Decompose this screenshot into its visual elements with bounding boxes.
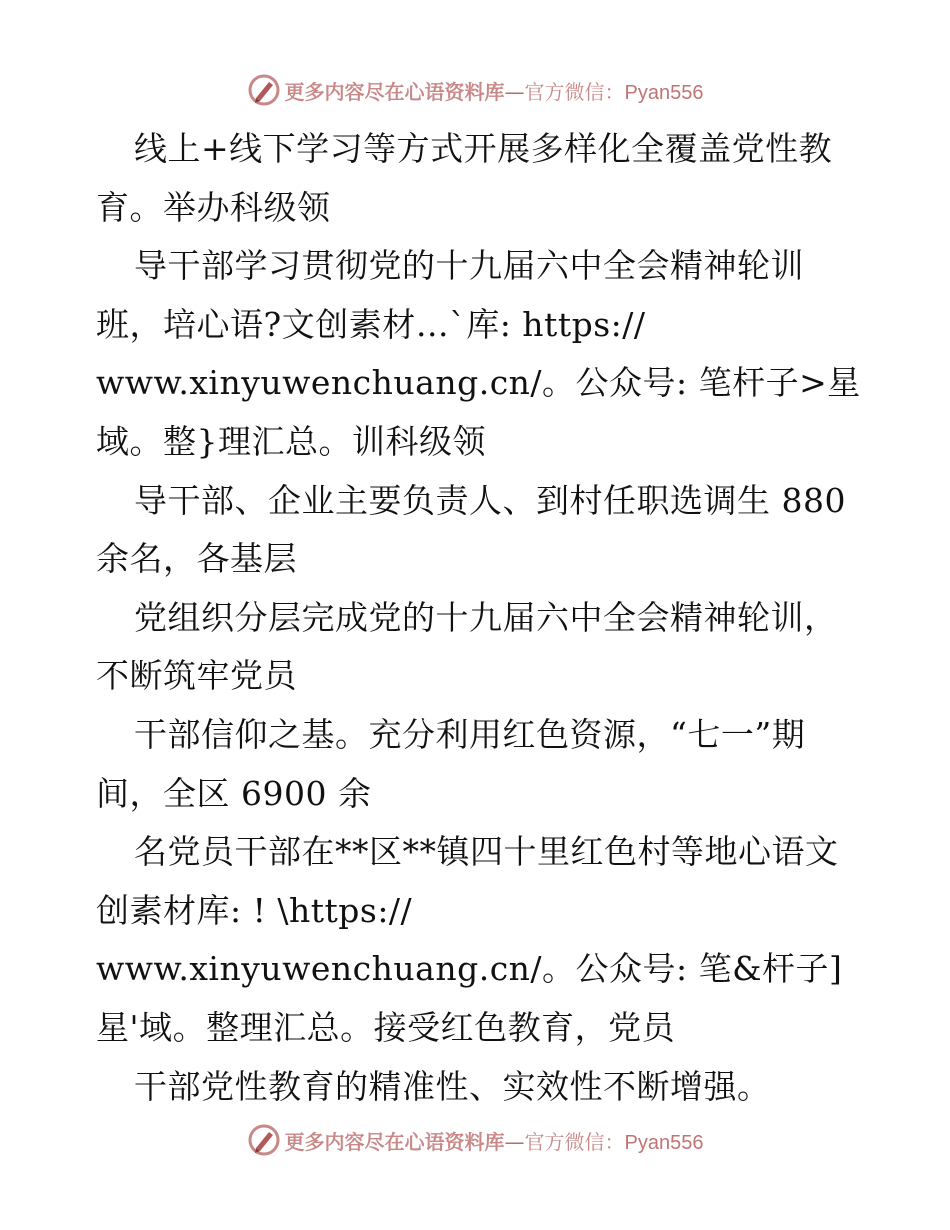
text-line: 班，培心语?文创素材…`库: https:// bbox=[96, 304, 646, 344]
header-banner bbox=[0, 70, 950, 110]
text-line: 导干部学习贯彻党的十九届六中全会精神轮训 bbox=[134, 246, 804, 286]
text-line: 创素材库: ! \https:// bbox=[96, 890, 413, 930]
banner-wechat-label: 官方微信： bbox=[524, 79, 625, 104]
text-line: 不断筑牢党员 bbox=[96, 656, 297, 696]
text-line: www.xinyuwenchuang.cn/。公众号: 笔&杆子] bbox=[96, 949, 843, 989]
text-line: 育。举办科级领 bbox=[96, 187, 331, 227]
banner-wechat-id: Pyan556 bbox=[624, 81, 704, 104]
text-line: 域。整}理汇总。训科级领 bbox=[96, 421, 486, 461]
text-line: www.xinyuwenchuang.cn/。公众号: 笔杆子>星 bbox=[96, 363, 861, 403]
banner-separator: — bbox=[504, 79, 525, 104]
text-line: 星'域。整理汇总。接受红色教育，党员 bbox=[96, 1007, 676, 1047]
banner-title: 更多内容尽在心语资料库 bbox=[284, 1129, 505, 1154]
text-line: 导干部、企业主要负责人、到村任职选调生 880 bbox=[134, 480, 846, 520]
text-line: 干部党性教育的精准性、实效性不断增强。 bbox=[134, 1066, 771, 1106]
banner-separator: — bbox=[504, 1129, 525, 1154]
text-line: 党组织分层完成党的十九届六中全会精神轮训， bbox=[134, 597, 838, 637]
footer-banner bbox=[0, 1120, 950, 1160]
text-line: 余名，各基层 bbox=[96, 539, 297, 579]
banner-wechat-id: Pyan556 bbox=[624, 1131, 704, 1154]
banner-wechat-label: 官方微信： bbox=[524, 1129, 625, 1154]
pen-logo-icon bbox=[247, 1123, 281, 1157]
text-line: 干部信仰之基。充分利用红色资源，“七一”期 bbox=[134, 714, 806, 754]
text-line: 线上+线下学习等方式开展多样化全覆盖党性教 bbox=[134, 129, 833, 168]
text-line: 名党员干部在**区**镇四十里红色村等地心语文 bbox=[134, 832, 839, 872]
banner-title: 更多内容尽在心语资料库 bbox=[284, 79, 505, 104]
text-line: 间，全区 6900 余 bbox=[96, 773, 372, 813]
document-body bbox=[96, 120, 861, 1116]
pen-logo-icon bbox=[247, 73, 281, 107]
